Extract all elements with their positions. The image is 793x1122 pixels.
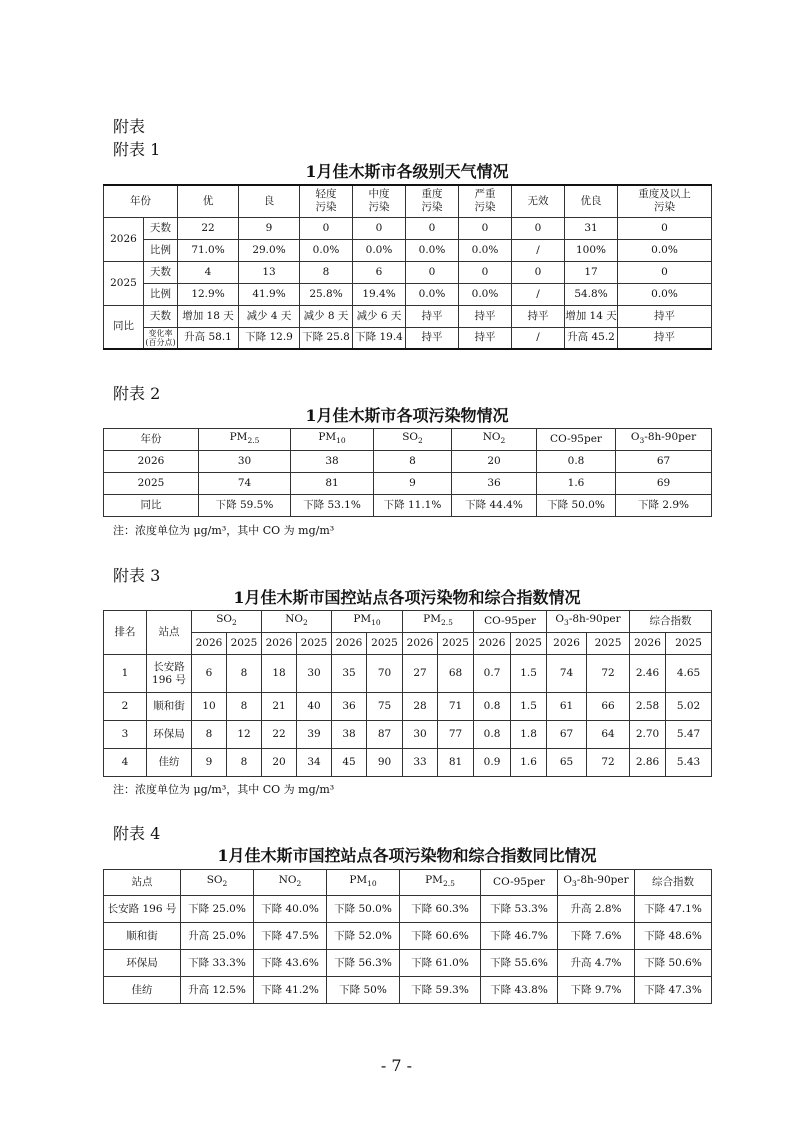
table-cell: 下降 47.5% xyxy=(254,923,327,950)
table-cell: 39 xyxy=(297,721,332,749)
table-row xyxy=(104,977,712,1004)
column-header: $O_3-8h-90per$ xyxy=(558,870,635,896)
station-header: 站点 xyxy=(147,611,192,655)
table-row xyxy=(104,217,712,239)
rank-cell: 4 xyxy=(104,749,147,777)
table-cell: 69 xyxy=(616,473,712,495)
row-header: 比例 xyxy=(144,239,178,261)
table-row xyxy=(104,721,712,749)
table-row xyxy=(104,451,712,473)
column-header: $PM_{10}$ xyxy=(332,611,403,633)
year-header: 2025 xyxy=(438,633,474,655)
table-cell: 升高 12.5% xyxy=(181,977,254,1004)
table-cell: 22 xyxy=(262,721,297,749)
table-row xyxy=(104,870,712,896)
column-header: $PM_{2.5}$ xyxy=(400,870,481,896)
table-cell: 2.86 xyxy=(630,749,666,777)
table-cell: 下降 25.8 xyxy=(300,327,353,349)
table-cell: 8 xyxy=(227,749,262,777)
row-header: 天数 xyxy=(144,261,178,283)
table-cell: 9 xyxy=(239,217,300,239)
table-cell: 0 xyxy=(353,217,406,239)
table-cell: 下降 43.8% xyxy=(481,977,558,1004)
column-header: 综合指数 xyxy=(630,611,712,633)
table-cell: 67 xyxy=(547,721,587,749)
column-header: $O_3-8h-90per$ xyxy=(616,429,712,451)
table-cell: 6 xyxy=(192,655,227,693)
table3-label: 附表 3 xyxy=(113,566,161,585)
table-cell: 下降 53.1% xyxy=(291,495,374,517)
table-cell: 77 xyxy=(438,721,474,749)
table-cell: 36 xyxy=(452,473,537,495)
table-cell: 下降 61.0% xyxy=(400,950,481,977)
column-header: 优 xyxy=(178,185,239,217)
table-cell: 21 xyxy=(262,693,297,721)
table-cell: 72 xyxy=(587,749,630,777)
column-header: 综合指数 xyxy=(635,870,712,896)
year-header: 2025 xyxy=(587,633,630,655)
column-header: $PM_{2.5}$ xyxy=(199,429,291,451)
table-cell: 4 xyxy=(178,261,239,283)
table-cell: 0.0% xyxy=(618,283,712,305)
station-cell: 佳纺 xyxy=(147,749,192,777)
table-cell: 68 xyxy=(438,655,474,693)
table-cell: 74 xyxy=(547,655,587,693)
table-cell: 8 xyxy=(374,451,452,473)
table-cell: 81 xyxy=(291,473,374,495)
station-cell: 环保局 xyxy=(104,950,181,977)
column-header: 站点 xyxy=(104,870,181,896)
table-cell: 71 xyxy=(438,693,474,721)
rank-header: 排名 xyxy=(104,611,147,655)
table3-note: 注：浓度单位为 μg/m³，其中 CO 为 mg/m³ xyxy=(113,783,335,796)
column-header: CO-95per xyxy=(474,611,547,633)
year-header: 2025 xyxy=(666,633,712,655)
table-row xyxy=(104,473,712,495)
table-cell: 0.8 xyxy=(537,451,616,473)
table-cell: 下降 2.9% xyxy=(616,495,712,517)
table-cell: 8 xyxy=(192,721,227,749)
table-cell: 65 xyxy=(547,749,587,777)
table-cell: 54.8% xyxy=(565,283,618,305)
table-cell: 29.0% xyxy=(239,239,300,261)
table3-title: 1月佳木斯市国控站点各项污染物和综合指数情况 xyxy=(233,588,581,607)
table-cell: 下降 40.0% xyxy=(254,896,327,923)
table-cell: 减少 4 天 xyxy=(239,305,300,327)
table-cell: 0.0% xyxy=(406,283,459,305)
table-cell: 1.5 xyxy=(511,693,547,721)
table-cell: 30 xyxy=(199,451,291,473)
table-cell: 9 xyxy=(192,749,227,777)
table-cell: 6 xyxy=(353,261,406,283)
table-cell: 0.8 xyxy=(474,693,511,721)
table-cell: 下降 9.7% xyxy=(558,977,635,1004)
column-header: $PM_{2.5}$ xyxy=(403,611,474,633)
year-header: 2025 xyxy=(511,633,547,655)
column-header: $NO_2$ xyxy=(452,429,537,451)
table-cell: 30 xyxy=(403,721,438,749)
year-header: 2026 xyxy=(332,633,367,655)
table-cell: 2.46 xyxy=(630,655,666,693)
table-cell: 减少 8 天 xyxy=(300,305,353,327)
table-cell: 1.5 xyxy=(511,655,547,693)
rank-cell: 2 xyxy=(104,693,147,721)
appendix-heading: 附表 xyxy=(113,117,146,136)
table-cell: 75 xyxy=(367,693,403,721)
row-header: 天数 xyxy=(144,217,178,239)
table-cell: 下降 60.3% xyxy=(400,896,481,923)
table-cell: 下降 60.6% xyxy=(400,923,481,950)
table-cell: 2.70 xyxy=(630,721,666,749)
table-cell: 下降 46.7% xyxy=(481,923,558,950)
station-cell: 长安路 196 号 xyxy=(147,655,192,693)
table-cell: 71.0% xyxy=(178,239,239,261)
table-cell: 25.8% xyxy=(300,283,353,305)
table-cell: 20 xyxy=(452,451,537,473)
table-cell: 减少 6 天 xyxy=(353,305,406,327)
column-header: 严重 污染 xyxy=(459,185,512,217)
table-row xyxy=(104,633,712,655)
table-cell: 38 xyxy=(291,451,374,473)
column-header: $SO_2$ xyxy=(192,611,262,633)
table-cell: 下降 47.3% xyxy=(635,977,712,1004)
table-cell: 100% xyxy=(565,239,618,261)
table-cell: 36 xyxy=(332,693,367,721)
table-cell: 升高 58.1 xyxy=(178,327,239,349)
table-cell: / xyxy=(512,239,565,261)
table-row xyxy=(104,693,712,721)
table-row xyxy=(104,749,712,777)
table1-title: 1月佳木斯市各级别天气情况 xyxy=(305,162,509,181)
column-header: 年份 xyxy=(104,429,199,451)
station-cell: 顺和街 xyxy=(147,693,192,721)
table-cell: 下降 52.0% xyxy=(327,923,400,950)
table-cell: 0 xyxy=(512,217,565,239)
column-header: 优良 xyxy=(565,185,618,217)
table-cell: 30 xyxy=(297,655,332,693)
table-cell: 0.0% xyxy=(459,239,512,261)
row-header: 2026 xyxy=(104,451,199,473)
table-cell: 下降 19.4 xyxy=(353,327,406,349)
station-cell: 佳纺 xyxy=(104,977,181,1004)
table-cell: 0.8 xyxy=(474,721,511,749)
table-cell: 下降 48.6% xyxy=(635,923,712,950)
table-cell: 0 xyxy=(618,217,712,239)
table-cell: 41.9% xyxy=(239,283,300,305)
page-number: - 7 - xyxy=(380,1056,413,1075)
table-cell: 下降 50.0% xyxy=(537,495,616,517)
table-row xyxy=(104,611,712,633)
year-header: 2026 xyxy=(262,633,297,655)
column-header: 轻度 污染 xyxy=(300,185,353,217)
year-header: 2025 xyxy=(367,633,403,655)
table1 xyxy=(103,184,712,350)
table-cell: 升高 4.7% xyxy=(558,950,635,977)
table4 xyxy=(103,869,712,1004)
table-cell: 1.8 xyxy=(511,721,547,749)
column-header: 重度 污染 xyxy=(406,185,459,217)
table-cell: 0.0% xyxy=(300,239,353,261)
table-cell: 0.9 xyxy=(474,749,511,777)
table-row xyxy=(104,305,712,327)
station-cell: 顺和街 xyxy=(104,923,181,950)
table-cell: 0 xyxy=(300,217,353,239)
table1-container xyxy=(103,184,712,350)
table-cell: 持平 xyxy=(459,305,512,327)
table-cell: 22 xyxy=(178,217,239,239)
table-cell: 33 xyxy=(403,749,438,777)
table-cell: 升高 2.8% xyxy=(558,896,635,923)
rank-cell: 3 xyxy=(104,721,147,749)
table3-container xyxy=(103,610,712,777)
column-header: $SO_2$ xyxy=(374,429,452,451)
table-cell: 下降 7.6% xyxy=(558,923,635,950)
row-header: 2025 xyxy=(104,473,199,495)
table-cell: 增加 18 天 xyxy=(178,305,239,327)
table-cell: 5.47 xyxy=(666,721,712,749)
table-cell: 0 xyxy=(406,261,459,283)
table4-label: 附表 4 xyxy=(113,824,161,843)
table-cell: 0.0% xyxy=(406,239,459,261)
column-header: 无效 xyxy=(512,185,565,217)
row-header: 比例 xyxy=(144,283,178,305)
table-cell: 67 xyxy=(616,451,712,473)
table-cell: 下降 44.4% xyxy=(452,495,537,517)
table-cell: 70 xyxy=(367,655,403,693)
table-cell: 0.0% xyxy=(459,283,512,305)
table2 xyxy=(103,428,712,517)
table3 xyxy=(103,610,712,777)
table-row xyxy=(104,429,712,451)
table-cell: 13 xyxy=(239,261,300,283)
table-cell: 下降 43.6% xyxy=(254,950,327,977)
column-header: $PM_{10}$ xyxy=(327,870,400,896)
table-cell: 下降 50.6% xyxy=(635,950,712,977)
column-header: CO-95per xyxy=(481,870,558,896)
table-cell: 27 xyxy=(403,655,438,693)
table-row xyxy=(104,950,712,977)
table-cell: 18 xyxy=(262,655,297,693)
table-row xyxy=(104,239,712,261)
column-header: 良 xyxy=(239,185,300,217)
table-cell: 38 xyxy=(332,721,367,749)
table-cell: 下降 25.0% xyxy=(181,896,254,923)
table-cell: 0 xyxy=(618,261,712,283)
table-cell: 持平 xyxy=(618,327,712,349)
table-cell: 12 xyxy=(227,721,262,749)
table-cell: 持平 xyxy=(406,305,459,327)
table4-container xyxy=(103,869,712,1004)
column-header: $SO_2$ xyxy=(181,870,254,896)
row-group-header: 2026 xyxy=(104,217,144,261)
rank-cell: 1 xyxy=(104,655,147,693)
row-group-header: 2025 xyxy=(104,261,144,305)
table-cell: 19.4% xyxy=(353,283,406,305)
column-header: $O_3-8h-90per$ xyxy=(547,611,630,633)
table-cell: 8 xyxy=(300,261,353,283)
table2-container xyxy=(103,428,712,517)
table-cell: 升高 45.2 xyxy=(565,327,618,349)
table-cell: 5.02 xyxy=(666,693,712,721)
table-cell: 5.43 xyxy=(666,749,712,777)
table-cell: 下降 41.2% xyxy=(254,977,327,1004)
table-cell: 12.9% xyxy=(178,283,239,305)
table-cell: 4.65 xyxy=(666,655,712,693)
column-header: 中度 污染 xyxy=(353,185,406,217)
table-cell: 87 xyxy=(367,721,403,749)
table-cell: 1.6 xyxy=(537,473,616,495)
table-cell: 升高 25.0% xyxy=(181,923,254,950)
table-cell: 下降 50% xyxy=(327,977,400,1004)
table-cell: 0 xyxy=(459,217,512,239)
table-cell: 0 xyxy=(512,261,565,283)
table2-label: 附表 2 xyxy=(113,384,161,403)
table-cell: 40 xyxy=(297,693,332,721)
table-cell: 下降 53.3% xyxy=(481,896,558,923)
table-cell: 2.58 xyxy=(630,693,666,721)
table-cell: 61 xyxy=(547,693,587,721)
table-cell: 0.0% xyxy=(353,239,406,261)
year-header: 2026 xyxy=(192,633,227,655)
table-cell: 9 xyxy=(374,473,452,495)
station-cell: 环保局 xyxy=(147,721,192,749)
table-cell: / xyxy=(512,283,565,305)
table-cell: 下降 33.3% xyxy=(181,950,254,977)
table-cell: 45 xyxy=(332,749,367,777)
row-header: 同比 xyxy=(104,495,199,517)
table-cell: 0 xyxy=(406,217,459,239)
table-cell: 34 xyxy=(297,749,332,777)
year-header: 2025 xyxy=(227,633,262,655)
table-cell: 20 xyxy=(262,749,297,777)
row-header: 天数 xyxy=(144,305,178,327)
table-row xyxy=(104,896,712,923)
table-cell: 10 xyxy=(192,693,227,721)
table-row xyxy=(104,327,712,349)
table-cell: 31 xyxy=(565,217,618,239)
table-cell: 下降 11.1% xyxy=(374,495,452,517)
table-cell: 0.7 xyxy=(474,655,511,693)
table-row xyxy=(104,261,712,283)
table-cell: 持平 xyxy=(459,327,512,349)
table2-title: 1月佳木斯市各项污染物情况 xyxy=(305,406,509,425)
row-header: 变化率 (百分点) xyxy=(144,327,178,349)
table-row xyxy=(104,185,712,217)
table-cell: 0.0% xyxy=(618,239,712,261)
table-cell: 90 xyxy=(367,749,403,777)
table-cell: 持平 xyxy=(618,305,712,327)
table-cell: 28 xyxy=(403,693,438,721)
table-cell: 下降 50.0% xyxy=(327,896,400,923)
table-row xyxy=(104,495,712,517)
table4-title: 1月佳木斯市国控站点各项污染物和综合指数同比情况 xyxy=(217,846,597,865)
table-cell: 0 xyxy=(459,261,512,283)
table-cell: / xyxy=(512,327,565,349)
station-cell: 长安路 196 号 xyxy=(104,896,181,923)
table-cell: 下降 59.5% xyxy=(199,495,291,517)
column-header: CO-95per xyxy=(537,429,616,451)
row-group-header: 同比 xyxy=(104,305,144,349)
table-cell: 持平 xyxy=(512,305,565,327)
table-cell: 下降 55.6% xyxy=(481,950,558,977)
year-header: 2026 xyxy=(630,633,666,655)
year-header: 2026 xyxy=(474,633,511,655)
table-cell: 下降 12.9 xyxy=(239,327,300,349)
table-cell: 66 xyxy=(587,693,630,721)
table-cell: 8 xyxy=(227,693,262,721)
table-cell: 81 xyxy=(438,749,474,777)
table-row xyxy=(104,923,712,950)
table-cell: 1.6 xyxy=(511,749,547,777)
column-header: $NO_2$ xyxy=(254,870,327,896)
table-row xyxy=(104,655,712,693)
table-cell: 8 xyxy=(227,655,262,693)
table-cell: 72 xyxy=(587,655,630,693)
column-header: 重度及以上 污染 xyxy=(618,185,712,217)
year-header: 2025 xyxy=(297,633,332,655)
column-header: $NO_2$ xyxy=(262,611,332,633)
table-cell: 下降 56.3% xyxy=(327,950,400,977)
table1-label: 附表 1 xyxy=(113,140,161,159)
table-cell: 下降 59.3% xyxy=(400,977,481,1004)
table-cell: 下降 47.1% xyxy=(635,896,712,923)
table-cell: 74 xyxy=(199,473,291,495)
table-cell: 35 xyxy=(332,655,367,693)
table-row xyxy=(104,283,712,305)
year-header: 年份 xyxy=(104,185,178,217)
column-header: $PM_{10}$ xyxy=(291,429,374,451)
table-cell: 增加 14 天 xyxy=(565,305,618,327)
year-header: 2026 xyxy=(403,633,438,655)
table-cell: 持平 xyxy=(406,327,459,349)
year-header: 2026 xyxy=(547,633,587,655)
table-cell: 64 xyxy=(587,721,630,749)
table2-note: 注：浓度单位为 μg/m³，其中 CO 为 mg/m³ xyxy=(113,524,335,537)
table-cell: 17 xyxy=(565,261,618,283)
